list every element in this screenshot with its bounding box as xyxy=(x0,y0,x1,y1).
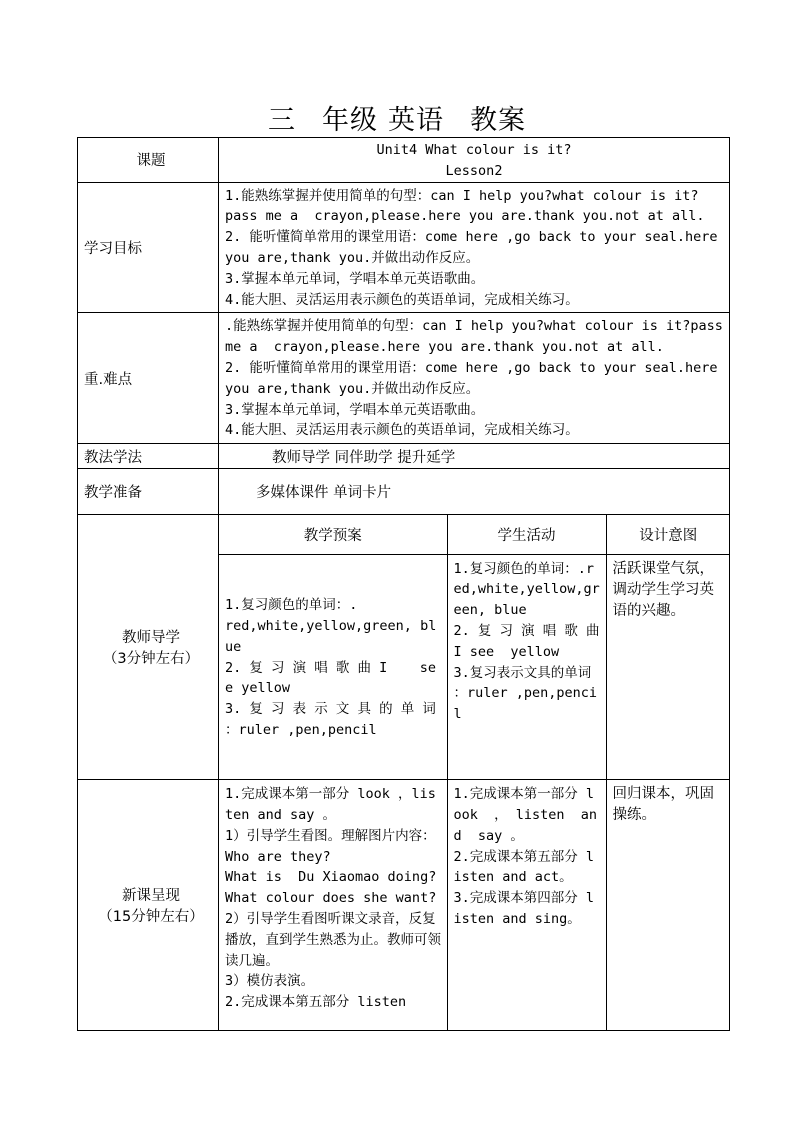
new-lesson-content xyxy=(219,780,730,1031)
row-prep xyxy=(78,469,730,515)
guide-row xyxy=(219,554,730,779)
row-method xyxy=(78,444,730,469)
title-grade-number: 三 xyxy=(268,105,296,136)
method-label: 教法学法 xyxy=(78,444,219,469)
topic-label: 课题 xyxy=(78,138,219,183)
lesson-plan-table xyxy=(77,137,730,1031)
guide-label-cell xyxy=(78,515,219,780)
new-lesson-label-cell xyxy=(78,780,219,1031)
row-new-lesson xyxy=(78,780,730,1031)
new-lesson-student: 1.完成课本第一部分 look ， listen and say 。 2.完成课本第五部分 listen and act。 3.完成课本第四部分 listen and sing。 xyxy=(447,780,606,1030)
goals-text: 1.能熟练掌握并使用简单的句型：can I help you?what colour is it?pass me a crayon,please.here you are.thank you.not at all. 2. 能听懂简单常用的课堂用语：come here ,go back to your seal.here you are,thank you.并做出动作反应。 3.掌握本单元单词，学唱本单元英语歌曲。 4.能大胆、灵活运用表示颜色的英语单词，完成相关练习。 xyxy=(219,182,730,313)
key-points-label: 重.难点 xyxy=(78,313,219,444)
topic-unit: Unit4 What colour is it? xyxy=(376,142,572,158)
guide-student: 1.复习颜色的单词：.red,white,yellow,green, blue 2. 复 习 演 唱 歌 曲 I see yellow 3.复习表示文具的单词 ：ruler ,pen,pencil xyxy=(447,554,606,779)
method-text: 教师导学 同伴助学 提升延学 xyxy=(219,444,730,469)
title-subject: 英语 xyxy=(388,105,444,136)
guide-time: （3分钟左右） xyxy=(102,651,200,668)
row-topic xyxy=(78,138,730,183)
new-lesson-time: （15分钟左右） xyxy=(98,909,204,926)
row-guide xyxy=(78,515,730,780)
page-title xyxy=(0,98,794,137)
column-header-plan: 教学预案 xyxy=(219,515,447,554)
new-lesson-plan: 1.完成课本第一部分 look ，listen and say 。 1）引导学生看图。理解图片内容： Who are they? What is Du Xiaomao doing? What colour does she want? 2）引导学生看图听课文录音，反复播放，直到学生熟悉为止。教师可领读几遍。 3）模仿表演。 2.完成课本第五部分 listen xyxy=(219,780,447,1030)
column-header-intent: 设计意图 xyxy=(606,515,730,554)
column-headers xyxy=(219,515,730,554)
row-goals xyxy=(78,182,730,313)
title-doc-type: 教案 xyxy=(470,105,526,136)
new-lesson-row xyxy=(219,780,730,1030)
title-grade: 年级 xyxy=(322,105,378,136)
guide-content xyxy=(219,515,730,780)
new-lesson-label: 新课呈现 xyxy=(122,888,180,905)
key-points-text: .能熟练掌握并使用简单的句型：can I help you?what colour is it?pass me a crayon,please.here you are.thank you.not at all. 2. 能听懂简单常用的课堂用语：come here ,go back to your seal.here you are,thank you.并做出动作反应。 3.掌握本单元单词，学唱本单元英语歌曲。 4.能大胆、灵活运用表示颜色的英语单词，完成相关练习。 xyxy=(219,313,730,444)
column-header-student: 学生活动 xyxy=(447,515,606,554)
prep-label: 教学准备 xyxy=(78,469,219,515)
topic-lesson: Lesson2 xyxy=(445,162,503,179)
topic-value xyxy=(219,138,730,183)
new-lesson-subtable xyxy=(219,780,730,1030)
row-key-points xyxy=(78,313,730,444)
guide-plan: 1.复习颜色的单词：. red,white,yellow,green, blue 2. 复 习 演 唱 歌 曲 I see yellow 3. 复 习 表 示 文 具 的 单 词 ：ruler ,pen,pencil xyxy=(219,554,447,779)
new-lesson-intent: 回归课本，巩固操练。 xyxy=(606,780,730,1030)
goals-label: 学习目标 xyxy=(78,182,219,313)
guide-subtable xyxy=(219,515,730,779)
prep-text: 多媒体课件 单词卡片 xyxy=(219,469,730,515)
guide-intent: 活跃课堂气氛，调动学生学习英语的兴趣。 xyxy=(606,554,730,779)
guide-label: 教师导学 xyxy=(122,630,180,647)
